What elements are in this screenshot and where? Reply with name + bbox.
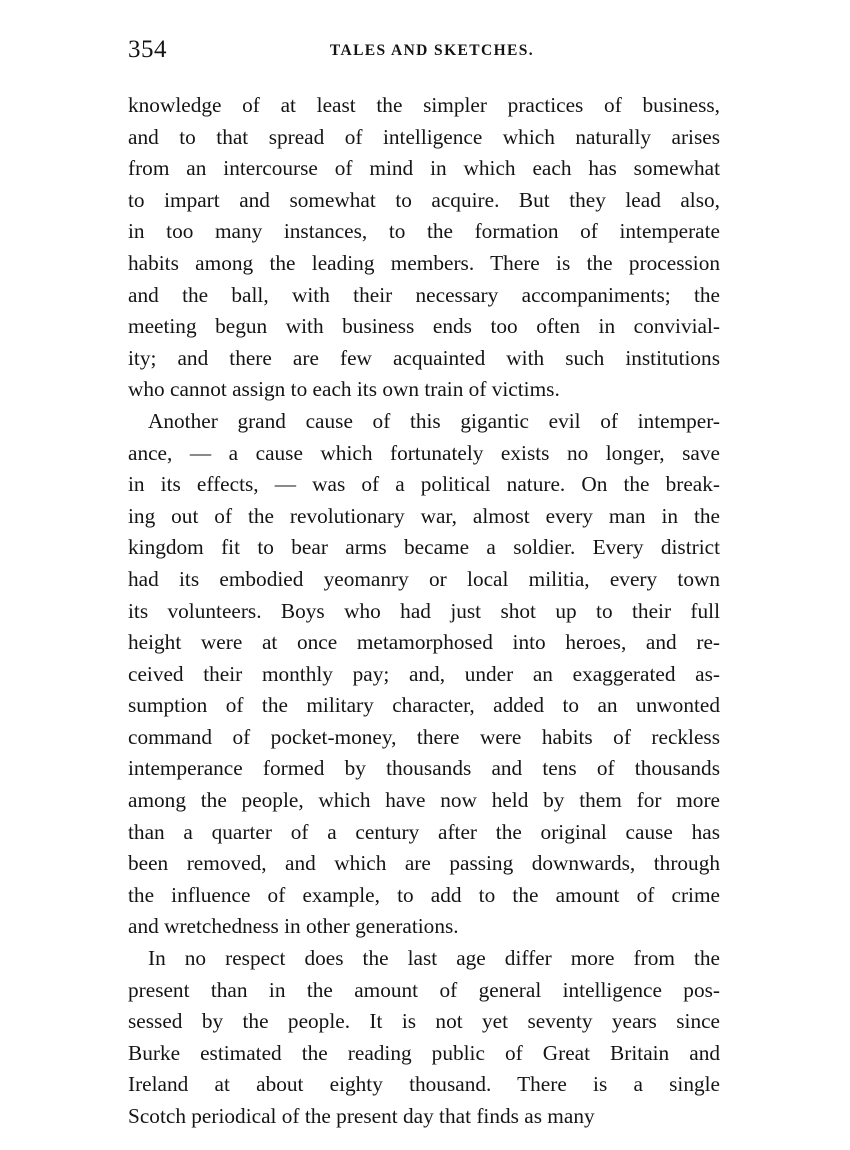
paragraph xyxy=(128,406,720,943)
text-line: ceived their monthly pay; and, under an exaggerated as- xyxy=(128,661,720,686)
text-line: from an intercourse of mind in which each has somewhat xyxy=(128,156,720,181)
text-line: and the ball, with their necessary accompaniments; the xyxy=(128,282,720,307)
running-title: TALES AND SKETCHES. xyxy=(329,42,535,59)
text-line: habits among the leading members. There is the procession xyxy=(128,250,720,275)
text-line: knowledge of at least the simpler practices of business, xyxy=(128,93,720,117)
page-number: 354 xyxy=(128,36,167,63)
text-line: In no respect does the last age differ more from the xyxy=(148,946,720,971)
text-line: ity; and there are few acquainted with such institutions xyxy=(128,345,720,370)
text-line: command of pocket-money, there were habits of reckless xyxy=(128,724,720,749)
text-line: been removed, and which are passing downwards, through xyxy=(128,851,720,876)
text-line: and wretchedness in other generations. xyxy=(128,914,459,939)
page-header xyxy=(128,36,720,70)
text-line: Scotch periodical of the present day that finds as many xyxy=(128,1104,595,1128)
paragraph xyxy=(128,90,720,406)
text-line: kingdom fit to bear arms became a soldier. Every district xyxy=(128,535,720,560)
text-line: Another grand cause of this gigantic evil of intemper- xyxy=(148,408,720,433)
text-line: its volunteers. Boys who had just shot up to their full xyxy=(128,598,720,623)
text-line: than a quarter of a century after the original cause has xyxy=(128,819,720,844)
paragraph xyxy=(128,943,720,1133)
text-line: Ireland at about eighty thousand. There is a single xyxy=(128,1072,720,1097)
text-line: intemperance formed by thousands and tens of thousands xyxy=(128,756,720,781)
text-line: height were at once metamorphosed into heroes, and re- xyxy=(128,630,720,655)
text-line: ance, — a cause which fortunately exists no longer, save xyxy=(128,440,720,465)
text-line: who cannot assign to each its own train of victims. xyxy=(128,377,560,402)
text-line: Burke estimated the reading public of Great Britain and xyxy=(128,1040,720,1065)
text-line: sessed by the people. It is not yet seventy years since xyxy=(128,1009,720,1034)
text-line: ing out of the revolutionary war, almost every man in the xyxy=(128,503,720,528)
text-line: in its effects, — was of a political nature. On the break- xyxy=(128,472,720,497)
text-line: to impart and somewhat to acquire. But they lead also, xyxy=(128,187,720,212)
text-line: in too many instances, to the formation of intemperate xyxy=(128,219,720,244)
text-line: present than in the amount of general intelligence pos- xyxy=(128,977,720,1002)
text-line: had its embodied yeomanry or local militia, every town xyxy=(128,566,720,591)
text-line: and to that spread of intelligence which naturally arises xyxy=(128,124,720,149)
text-line: the influence of example, to add to the amount of crime xyxy=(128,882,720,907)
text-line: sumption of the military character, added to an unwonted xyxy=(128,693,720,718)
body-text xyxy=(128,90,720,1133)
text-line: meeting begun with business ends too often in convivial- xyxy=(128,314,720,339)
text-line: among the people, which have now held by them for more xyxy=(128,788,720,813)
